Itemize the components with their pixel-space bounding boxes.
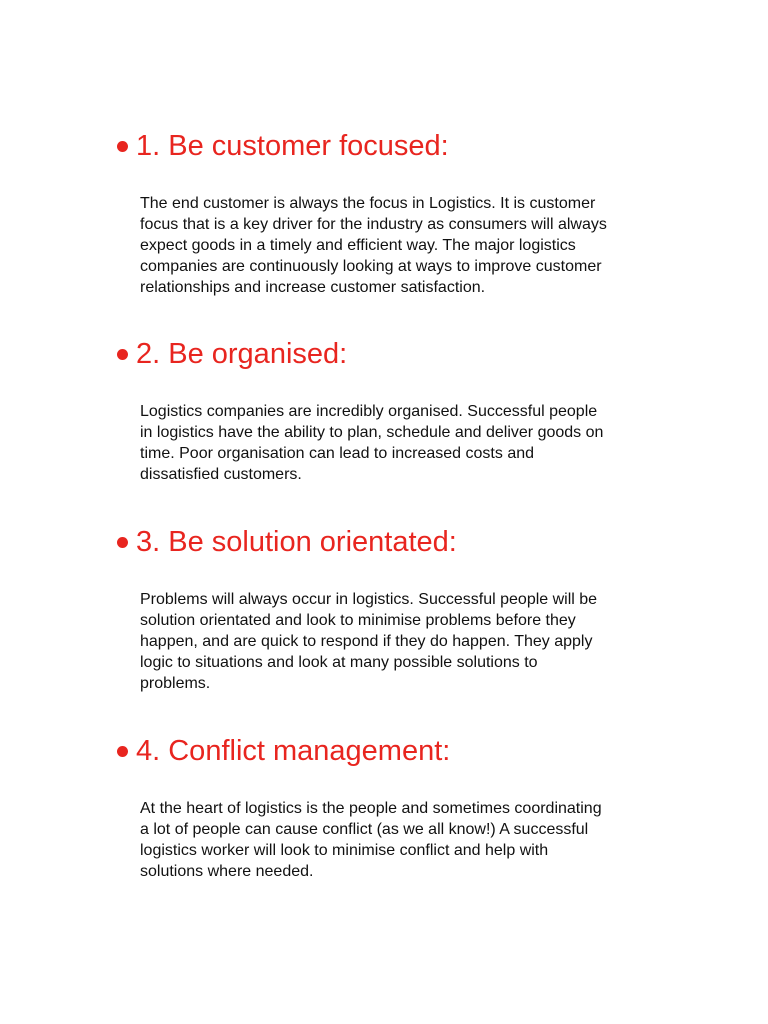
section-body — [140, 193, 680, 298]
section-conflict-management — [112, 731, 712, 882]
section-customer-focused — [112, 126, 712, 298]
section-solution-orientated — [112, 522, 712, 694]
body-line: expect goods in a timely and efficient way. The major logistics — [140, 237, 576, 254]
section-heading — [112, 334, 712, 374]
body-line: The end customer is always the focus in Logistics. It is customer — [140, 195, 596, 212]
body-line: At the heart of logistics is the people and sometimes coordinating — [140, 800, 602, 817]
body-line: dissatisfied customers. — [140, 466, 302, 483]
body-line: solution orientated and look to minimise problems before they — [140, 612, 576, 629]
section-body — [140, 401, 680, 485]
section-body — [140, 589, 680, 694]
body-line: Logistics companies are incredibly organised. Successful people — [140, 403, 598, 420]
body-line: time. Poor organisation can lead to increased costs and — [140, 445, 535, 462]
section-heading — [112, 126, 712, 166]
body-line: problems. — [140, 675, 211, 692]
body-line: a lot of people can cause conflict (as we all know!) A successful — [140, 821, 589, 838]
body-line: logistics worker will look to minimise conflict and help with — [140, 842, 549, 859]
body-line: solutions where needed. — [140, 863, 314, 880]
bullet-icon — [117, 537, 128, 548]
section-heading — [112, 522, 712, 562]
heading-text: 2. Be organised: — [136, 338, 348, 370]
body-line: Problems will always occur in logistics. Successful people will be — [140, 591, 598, 608]
bullet-icon — [117, 349, 128, 360]
heading-text: 4. Conflict management: — [136, 735, 451, 767]
bullet-icon — [117, 141, 128, 152]
body-line: logic to situations and look at many possible solutions to — [140, 654, 538, 671]
body-line: relationships and increase customer satisfaction. — [140, 279, 486, 296]
body-line: in logistics have the ability to plan, schedule and deliver goods on — [140, 424, 604, 441]
section-body — [140, 798, 680, 882]
body-line: focus that is a key driver for the industry as consumers will always — [140, 216, 607, 233]
heading-text: 3. Be solution orientated: — [136, 526, 457, 558]
heading-text: 1. Be customer focused: — [136, 130, 449, 162]
section-heading — [112, 731, 712, 771]
body-line: happen, and are quick to respond if they do happen. They apply — [140, 633, 593, 650]
bullet-icon — [117, 746, 128, 757]
body-line: companies are continuously looking at ways to improve customer — [140, 258, 602, 275]
section-organised — [112, 334, 712, 485]
